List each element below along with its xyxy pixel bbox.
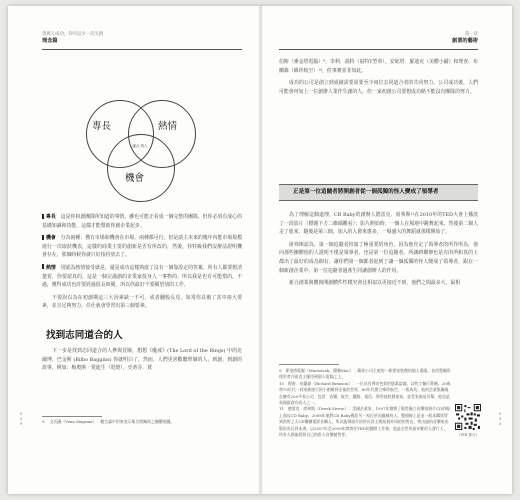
section-paragraph: 下一步是找到志同道合的人參與冒險，想想《魔戒》(The Lord of the Rings) 中的比爾博，巴金斯 (Bilbo Baggins) 你就明白了，然而，人們更喜歡聽單個的人，到創，到創的故事，例如：梅奧斯‧愛迪生（電燈），史蒂芬．賈 — [42, 348, 242, 372]
intro-paragraph: 伯斯（麥金塔電腦）⁹，李利．福特（福特T型車），安妮塔．羅迪克（美體小鋪）和理查．布蘭森（維珍航空）¹⁰，但事實並非如此。 — [279, 59, 478, 74]
page-number: 0 2 9 — [20, 411, 23, 426]
header-rule — [279, 49, 478, 50]
page-number: 0 3 0 — [499, 411, 502, 426]
section-title: 找到志同道合的人 — [46, 330, 123, 341]
running-head-section: 理念篇 — [42, 38, 58, 44]
paragraph-first-follower: 席弗斯認為，第一個追隨者扮演了極重要的角色，因為他肯定了領導者的所作所為，他向那些團體他的人證明不僅是領導者，也是第一位追隨者，所讓跨聯辦也是有的所和真的上都出了最好的成為個有，讓你們第一個都者起到了讓一個孤獨的怪人變成了領導者，跟在一個新創企業中，第一位追隨者過產生同讓創辦人的作用。 — [279, 241, 478, 274]
venn-diagram — [72, 92, 222, 202]
header-rule — [42, 49, 242, 50]
right-page — [261, 6, 512, 494]
paragraph-passion: 熱情 別認為熱情接受就是，還是成功這樣熟進了沒有一個靠設定的答案，所有人都要想清楚着，你要認真的，這是一個完滿創的企業家投身人一事物的，所以我是也有可能惜的，不過，獲得成功也許要經過很長時間，所以你最好不要願望別的工作。 — [42, 264, 242, 289]
bullet-bar — [42, 235, 44, 240]
qr-code-icon[interactable] — [455, 404, 481, 430]
paragraph-opportunity: 機會 分為兩種：獲有市場和機會在市場，兩種都可行。但是請主未來的幾年內能市場規模進行一次取狀機表，這樣的商業主要的創新是否有所改的，然後，你特級我們沒辦法證明機會存在，那個時候你就只好指持放去了。 — [42, 235, 242, 259]
running-head-chapter: 第一章 — [464, 32, 478, 37]
venn-label-opportunity: 機會 — [125, 173, 145, 184]
callout-box — [279, 184, 478, 201]
footnote-venn: 9 文氏圖（Venn diagram）：數合論中用來表示集合間關係之圖體的圖。 — [42, 419, 175, 424]
running-head-title: 曾與人成功，你可以少一次失敗 — [42, 32, 104, 37]
left-page — [8, 6, 259, 494]
left-body — [42, 213, 242, 315]
qr-label: （TED 影片） — [456, 433, 480, 437]
bullet-bar — [42, 214, 44, 219]
footnote-rule — [279, 364, 339, 365]
bullet-bar — [42, 264, 44, 269]
venn-label-passion: 熱情 — [158, 121, 178, 132]
footnote-branson: 10 理查．布蘭森（Richard Branson）：一位具有傳奇色彩的億萬富翁，以特立獨行著稱。20歲和70年代一同家族旅行的小創辦到企業的世界，80年代建立維珍航空，一般成功，他的企業集團現在擁有200多家公司，包括：音樂、航空、鐵路、電信、那些他投創業家，並受家族是另輩，他也是英國最富有的人之一。 — [279, 380, 451, 406]
right-body — [279, 211, 478, 292]
footnotes — [279, 368, 451, 438]
callout-text: 正是第一位追隨者將開創者從一個孤獨的怪人變成了領導者 — [293, 189, 439, 195]
book-spread — [8, 6, 512, 494]
footnote-macintosh: 9 麥金塔電腦（Macintosh，簡稱Mac）：蘋果公司主產的一新建家裝創的個人電腦，首次將圖形使用者介面直主應用到個人電腦之上。 — [279, 368, 451, 380]
footnote-rule — [42, 416, 102, 417]
right-intro — [279, 58, 478, 100]
venn-center-label: 適合 的人 — [132, 144, 148, 148]
paragraph-continued: 新合創業與體與開創體件性模究會比相似以更接近不到，他們之間最多大，最相 — [289, 280, 461, 287]
left-running-head — [42, 32, 103, 44]
paragraph-ted: 為了理解這個道理，CB Baby的創辦人德雷克．席弗斯¹¹在2010年的TED大會上播放了一段影片（標題下方二維碼觀看）：影片開始時，一個人在場地中跳舞起來，然後第二個人走了進來，隨後是第三個，加入的人愈來愈多，一場盛大的舞蹈就那樣開始了。 — [279, 212, 478, 236]
paragraph-summary: 不要誤以為在初創期這三大因素缺一不可，或者翻般長見，如常你具備了其中兩大要素，並且足夠努力，任仕就會學習出第三個要素。 — [42, 294, 242, 310]
footnote-sivers: 11 德雷克．席弗斯（Derek Sivers）：美國企業家，1997年創辦了販售獨立音樂家唱片CD的線上商店CD Baby。2008年他將CD Baby賣給另一家位於同處線的人，整個線上是並一般本購買得到的所之人CD樂團電影音樂人，所以能與唱片的所長員主開拓個外同的的售出，曾出過的音樂家出版的為目到本書，以2007年至2009年間曾任TED的國際工作會，他是全世界最年輕的人發行人，所有人都能經營自己的私人音樂銷售等。 — [279, 406, 450, 438]
paragraph-expertise: 專長 這是你和創團隊所知道的事情，雖也可能正看成一個完整的團隊，但你必須有成心的基礎知識和技能，這樣才能幫助你創企業起步。 — [42, 214, 242, 229]
intro-paragraph-2: 成功的公司是創立到成績需要需要至少兩位志同道合者的共同努力，公司成功後，人們可能會再加上一位創辦人業作生創的人，但一家初創公司要想成功絕不能沒有團隊的努力。 — [279, 80, 478, 95]
venn-label-expertise: 專長 — [92, 121, 112, 132]
right-running-head — [452, 32, 478, 44]
running-head-chapter-title: 創業的藝術 — [452, 38, 478, 44]
